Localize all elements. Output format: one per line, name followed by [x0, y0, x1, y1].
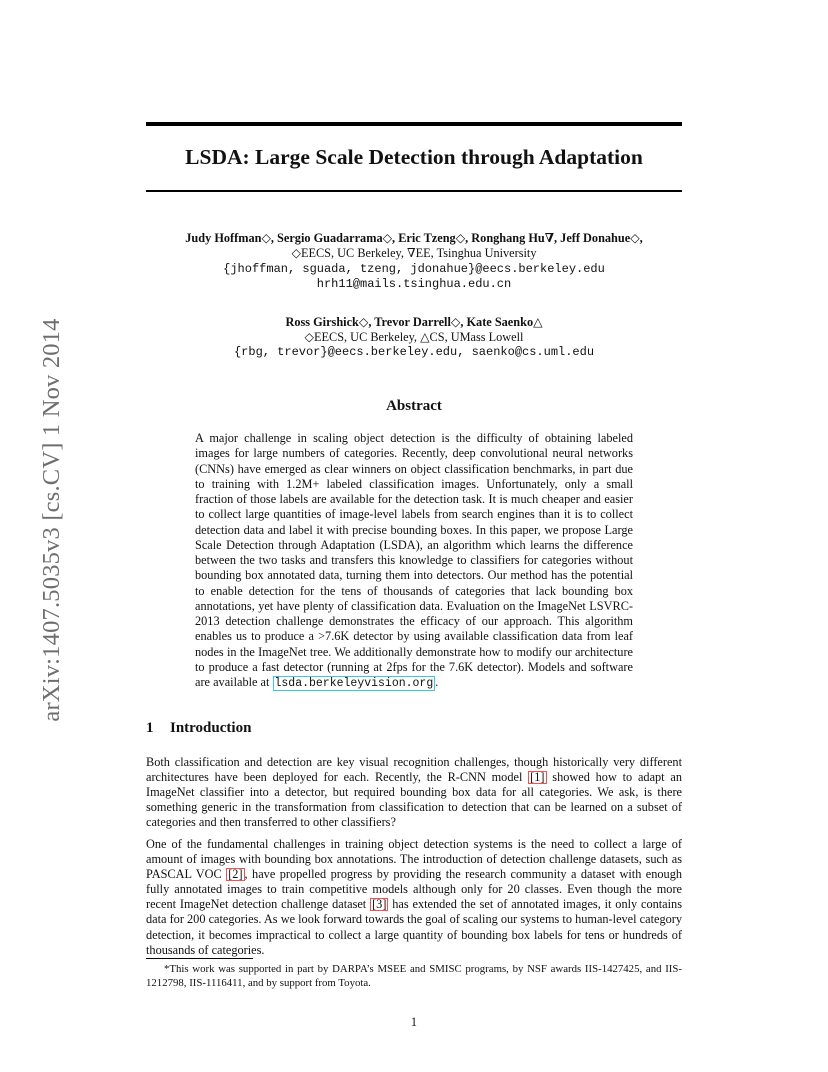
paper-title: LSDA: Large Scale Detection through Adaptation	[185, 145, 643, 169]
citation-2[interactable]: [2]	[228, 867, 243, 882]
para2-text-a: One of the fundamental challenges in training object detection systems is the need to collect a large of amount of images with bounding box annotations. The introduction of detection challenge datasets, such as PASCAL VOC	[146, 837, 682, 882]
title-top-rule	[146, 122, 682, 126]
affiliation-1: ◇EECS, UC Berkeley, ∇EE, Tsinghua University	[291, 246, 537, 260]
author-list-2: Ross Girshick◇, Trevor Darrell◇, Kate Saenko△	[285, 315, 543, 329]
author-list-1: Judy Hoffman◇, Sergio Guadarrama◇, Eric Tzeng◇, Ronghang Hu∇, Jeff Donahue◇,	[185, 231, 643, 245]
citation-1[interactable]: [1]	[530, 770, 545, 785]
section-number: 1	[146, 720, 154, 736]
intro-paragraph-2	[146, 837, 682, 958]
para2-text-c: has extended the set of annotated images, it only contains data for 200 categories. As we look forward towards the goal of scaling our systems to human-level category detection, it becomes impractical to collect a large quantity of bounding box labels for tens or hundreds of thousands of categories.	[146, 897, 682, 957]
abstract-body	[195, 431, 633, 691]
para2-text-b: , have propelled progress by providing the research community a dataset with enough fully annotated images to train competitive models although only for 20 classes. Even though the more recent ImageNet detection challenge dataset	[146, 867, 682, 912]
software-link[interactable]: lsda.berkeleyvision.org	[274, 677, 434, 690]
section-title: Introduction	[170, 720, 252, 736]
arxiv-stamp: arXiv:1407.5035v3 [cs.CV] 1 Nov 2014	[38, 318, 65, 722]
para1-text-a: Both classification and detection are key visual recognition challenges, though historically very different architectures have been deployed for each. Recently, the R-CNN model	[146, 755, 682, 785]
footnote-rule	[146, 958, 253, 959]
email-1a: {jhoffman, sguada, tzeng, jdonahue}@eecs.berkeley.edu	[223, 262, 605, 276]
footnote-text: *This work was supported in part by DARPA’s MSEE and SMISC programs, by NSF awards IIS-1427425, and IIS-1212798, IIS-1116411, and by support from Toyota.	[146, 963, 682, 989]
footnote	[146, 962, 682, 990]
abstract-text: A major challenge in scaling object detection is the difficulty of obtaining labeled images for large numbers of categories. Recently, deep convolutional neural networks (CNNs) have emerged as clear winners on object classification benchmarks, in part due to training with 1.2M+ labeled classification images. Unfortunately, only a small fraction of those labels are available for the detection task. It is much cheaper and easier to collect large quantities of image-level labels from search engines than it is to collect detection data and label it with precise bounding boxes. In this paper, we propose Large Scale Detection through Adaptation (LSDA), an algorithm which learns the difference between the two tasks and transfers this knowledge to classifiers for categories without bounding box annotated data, turning them into detectors. Our method has the potential to enable detection for the tens of thousands of categories that lack bounding box annotations, yet have plenty of classification data. Evaluation on the ImageNet LSVRC-2013 detection challenge demonstrates the efficacy of our approach. This algorithm enables us to produce a >7.6K detector by using available classification data from leaf nodes in the ImageNet tree. We additionally demonstrate how to modify our architecture to produce a fast detector (running at 2fps for the 7.6K detector). Models and software are available at	[195, 431, 633, 689]
para1-text-b: showed how to adapt an ImageNet classifier into a detector, but required bounding box data for all categories. We ask, is there something generic in the transformation from classification to detection that can be learned on a subset of categories and then transferred to other classifiers?	[146, 770, 682, 830]
citation-3[interactable]: [3]	[372, 897, 387, 912]
page-number: 1	[410, 1015, 418, 1029]
email-1b: hrh11@mails.tsinghua.edu.cn	[316, 277, 512, 291]
abstract-heading: Abstract	[386, 398, 442, 414]
email-2: {rbg, trevor}@eecs.berkeley.edu, saenko@cs.uml.edu	[233, 345, 595, 359]
title-bottom-rule	[146, 190, 682, 192]
section-heading-introduction	[146, 720, 251, 737]
affiliation-2: ◇EECS, UC Berkeley, △CS, UMass Lowell	[304, 330, 524, 344]
abstract-end: .	[435, 675, 439, 689]
intro-paragraph-1	[146, 755, 682, 830]
